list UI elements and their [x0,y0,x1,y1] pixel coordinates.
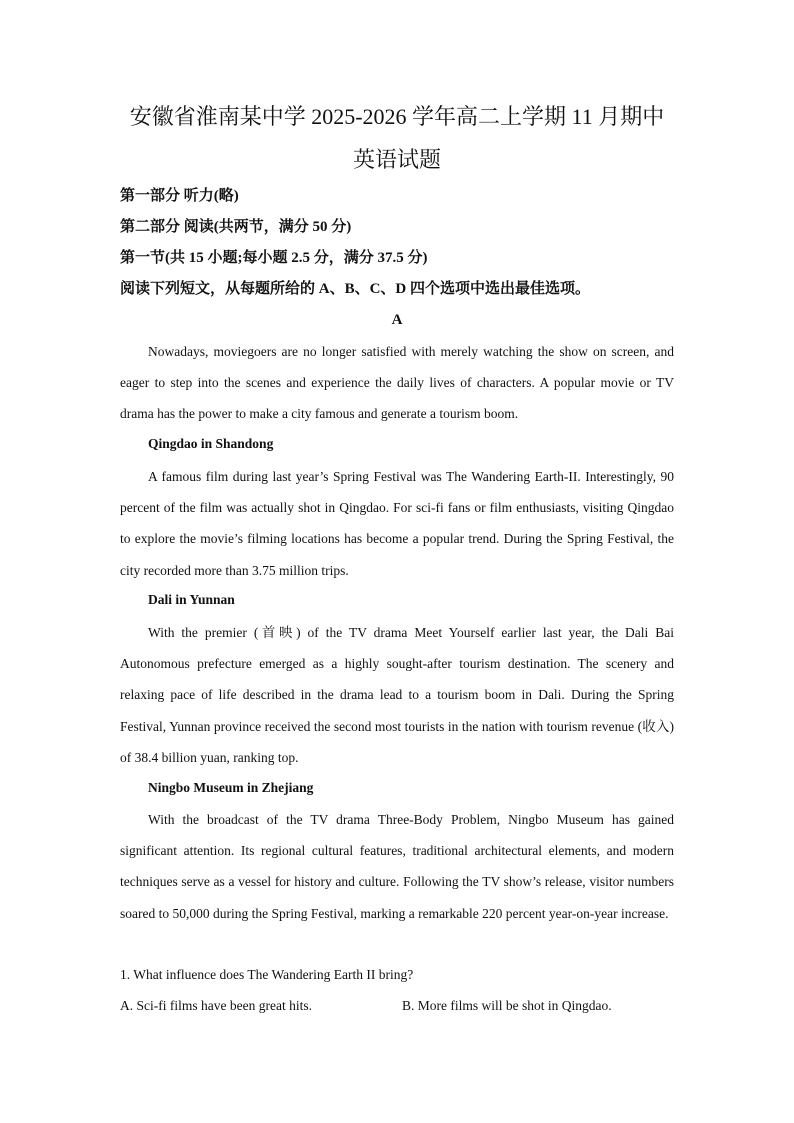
qingdao-heading: Qingdao in Shandong [148,436,274,451]
dali-paragraph: With the premier (首映) of the TV drama Meet Yourself earlier last year, the Dali Bai Autonomous prefecture emerged as a highly sought-after tourism destination. The scenery and relaxing pace of life described in the drama lead to a tourism boom in Dali. During the Spring Festival, Yunnan province received the second most tourists in the nation with tourism revenue (收入) of 38.4 billion yuan, ranking top. [120,625,674,765]
exam-title: 安徽省淮南某中学 2025-2026 学年高二上学期 11 月期中 [129,104,665,129]
ningbo-paragraph: With the broadcast of the TV drama Three-Body Problem, Ningbo Museum has gained significant attention. Its regional cultural features, traditional architectural elements, and modern techniques serve as a vessel for history and culture. Following the TV show’s release, visitor numbers soared to 50,000 during the Spring Festival, marking a remarkable 220 percent year-on-year increase. [120,812,674,921]
question-1-stem: 1. What influence does The Wandering Earth II bring? [120,967,414,982]
question-1-option-a: A. Sci-fi films have been great hits. [120,998,312,1013]
part2-heading: 第二部分 阅读(共两节，满分 50 分) [120,219,352,235]
passage-intro: Nowadays, moviegoers are no longer satisfied with merely watching the show on screen, and eager to step into the scenes and experience the daily lives of characters. A popular movie or TV drama has the power to make a city famous and generate a tourism boom. [120,344,674,422]
exam-subtitle: 英语试题 [352,147,441,172]
instruction-text: 阅读下列短文，从每题所给的 A、B、C、D 四个选项中选出最佳选项。 [120,281,591,297]
dali-heading: Dali in Yunnan [148,592,235,607]
qingdao-paragraph: A famous film during last year’s Spring Festival was The Wandering Earth-II. Interestingly, 90 percent of the film was actually shot in Qingdao. For sci-fi fans or film enthusiasts, visiting Qingdao to explore the movie’s filming locations has become a popular trend. During the Spring Festival, the city recorded more than 3.75 million trips. [120,469,674,578]
section1-heading: 第一节(共 15 小题;每小题 2.5 分，满分 37.5 分) [120,250,428,266]
ningbo-heading: Ningbo Museum in Zhejiang [148,780,314,795]
question-1-option-b: B. More films will be shot in Qingdao. [402,998,612,1013]
part1-heading: 第一部分 听力(略) [120,188,239,204]
passage-letter: A [391,312,403,328]
